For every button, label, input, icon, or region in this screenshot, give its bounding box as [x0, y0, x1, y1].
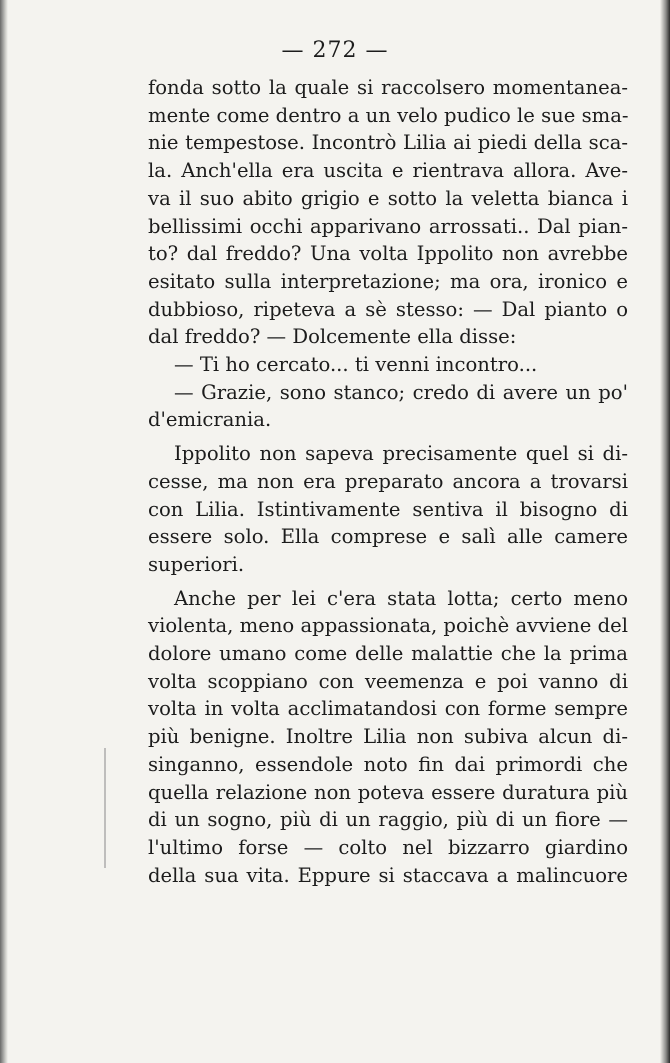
text-line: dubbioso, ripeteva a sè stesso: — Dal pianto o [148, 297, 628, 321]
text-line: superiori. [148, 552, 245, 576]
text-line: Ippolito non sapeva precisamente quel si di- [174, 442, 628, 466]
text-line: con Lilia. Istintivamente sentiva il bisogno di [148, 497, 628, 521]
text-line: volta scoppiano con veemenza e poi vanno di [148, 669, 628, 693]
text-line: va il suo abito grigio e sotto la veletta bianca i [148, 186, 628, 210]
text-line: volta in volta acclimatandosi con forme sempre [148, 697, 628, 721]
page-number: — 272 — [281, 38, 389, 63]
text-line: fonda sotto la quale si raccolsero momentanea- [148, 76, 628, 99]
text-line: singanno, essendole noto fin dai primordi che [148, 752, 628, 776]
text-line: esitato sulla interpretazione; ma ora, ironico e [148, 269, 628, 293]
text-line: essere solo. Ella comprese e salì alle camere [148, 525, 628, 549]
text-line: nie tempestose. Incontrò Lilia ai piedi della sca- [148, 131, 628, 155]
text-line: d'emicrania. [148, 408, 272, 432]
text-line: più benigne. Inoltre Lilia non subiva alcun di- [148, 725, 628, 749]
page-right-edge-shadow [660, 0, 670, 1063]
text-line: mente come dentro a un velo pudico le sue sma- [148, 103, 629, 127]
text-line: quella relazione non poteva essere duratura più [148, 780, 628, 804]
text-line: di un sogno, più di un raggio, più di un fiore — [148, 808, 628, 832]
page-left-edge-shadow [0, 0, 8, 1063]
text-line: della sua vita. Eppure si staccava a malincuore [148, 863, 628, 887]
text-line: la. Anch'ella era uscita e rientrava allora. Ave- [148, 159, 628, 183]
margin-pencil-mark [104, 748, 106, 868]
text-line: bellissimi occhi apparivano arrossati.. Dal pian- [148, 214, 628, 238]
text-line-dialogue: — Grazie, sono stanco; credo di avere un po' [174, 380, 628, 404]
text-line: cesse, ma non era preparato ancora a trovarsi [148, 469, 628, 493]
text-line: l'ultimo forse — colto nel bizzarro giardino [148, 835, 628, 859]
body-text [148, 74, 628, 889]
text-line: dal freddo? — Dolcemente ella disse: [148, 325, 517, 349]
text-line: Anche per lei c'era stata lotta; certo meno [174, 586, 628, 610]
text-line: violenta, meno appassionata, poichè avviene del [148, 614, 628, 638]
text-line: to? dal freddo? Una volta Ippolito non avrebbe [148, 242, 628, 266]
text-line: dolore umano come delle malattie che la prima [148, 642, 628, 666]
text-line-dialogue: — Ti ho cercato... ti venni incontro... [174, 353, 538, 377]
